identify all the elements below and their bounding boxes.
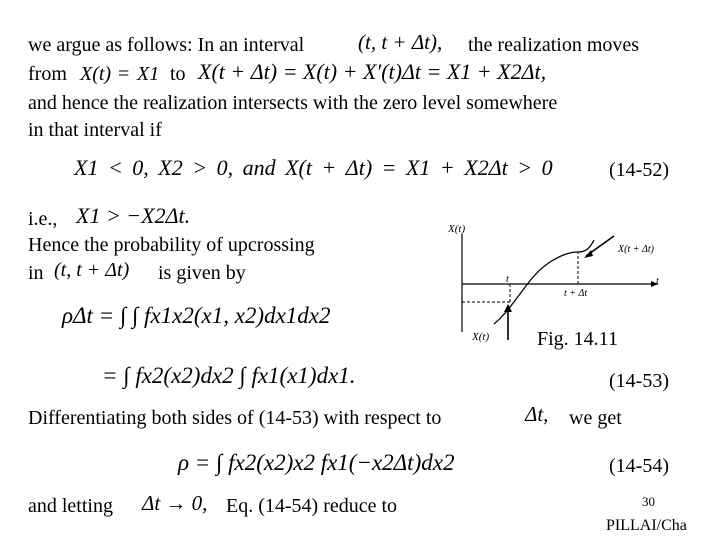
x1-symbol: X1 — [137, 63, 160, 85]
text-to: to — [170, 63, 186, 85]
equation-14-52: X1 < 0, X2 > 0, and X(t + Δt) = X1 + X2Δt > 0 — [74, 155, 553, 180]
equation-label-14-52: (14-52) — [609, 159, 669, 181]
text-we-get: we get — [569, 407, 622, 429]
text-line-4: in that interval if — [28, 119, 162, 141]
text-probability: Hence the probability of upcrossing — [28, 234, 315, 256]
equation-14-53-rhs: = ∫ fx2(x2)dx2 ∫ fx1(x1)dx1. — [102, 363, 356, 388]
text-reduce-to: Eq. (14-54) reduce to — [226, 495, 398, 517]
equals-sign: = — [118, 63, 130, 85]
footer-author: PILLAI/Cha — [606, 517, 687, 534]
limit-expression: Δt → 0, — [142, 491, 208, 515]
text-line-3: and hence the realization intersects with the zero level somewhere — [28, 92, 558, 114]
text-differentiating: Differentiating both sides of (14-53) with respect to — [28, 407, 442, 429]
ie-formula: X1 > −X2Δt. — [76, 203, 191, 228]
text-in: in — [28, 262, 44, 284]
page-number: 30 — [642, 494, 655, 509]
figure-label-xtdt: X(t + Δt) — [618, 244, 654, 255]
text-and-letting: and letting — [28, 495, 113, 517]
ie-label: i.e., — [28, 208, 58, 230]
text-given-by: is given by — [158, 262, 246, 284]
figure-tick-tdt: t + Δt — [564, 288, 588, 299]
interval-expression: (t, t + Δt), — [358, 30, 443, 54]
figure-axis-t: t — [656, 276, 659, 287]
delta-t-symbol: Δt, — [525, 402, 549, 426]
text-line-1b: the realization moves — [468, 34, 640, 56]
interval-expression-2: (t, t + Δt) — [54, 259, 130, 281]
equation-label-14-53: (14-53) — [609, 370, 669, 392]
figure-caption: Fig. 14.11 — [537, 328, 618, 350]
equation-14-54: ρ = ∫ fx2(x2)x2 fx1(−x2Δt)dx2 — [178, 450, 455, 475]
figure-label-xt-bottom: X(t) — [472, 331, 490, 343]
formula-line-2: X(t + Δt) = X(t) + X′(t)Δt = X1 + X2Δt, — [198, 59, 547, 84]
xt-symbol: X(t) — [80, 63, 112, 85]
equation-14-53-lhs: ρΔt = ∫ ∫ fx1x2(x1, x2)dx1dx2 — [62, 303, 331, 328]
figure-label-xt-top: X(t) — [448, 223, 466, 235]
equation-label-14-54: (14-54) — [609, 455, 669, 477]
figure-tick-t: t — [506, 274, 509, 285]
text-line-1a: we argue as follows: In an interval — [28, 34, 305, 56]
text-line-2a: from — [28, 63, 67, 85]
